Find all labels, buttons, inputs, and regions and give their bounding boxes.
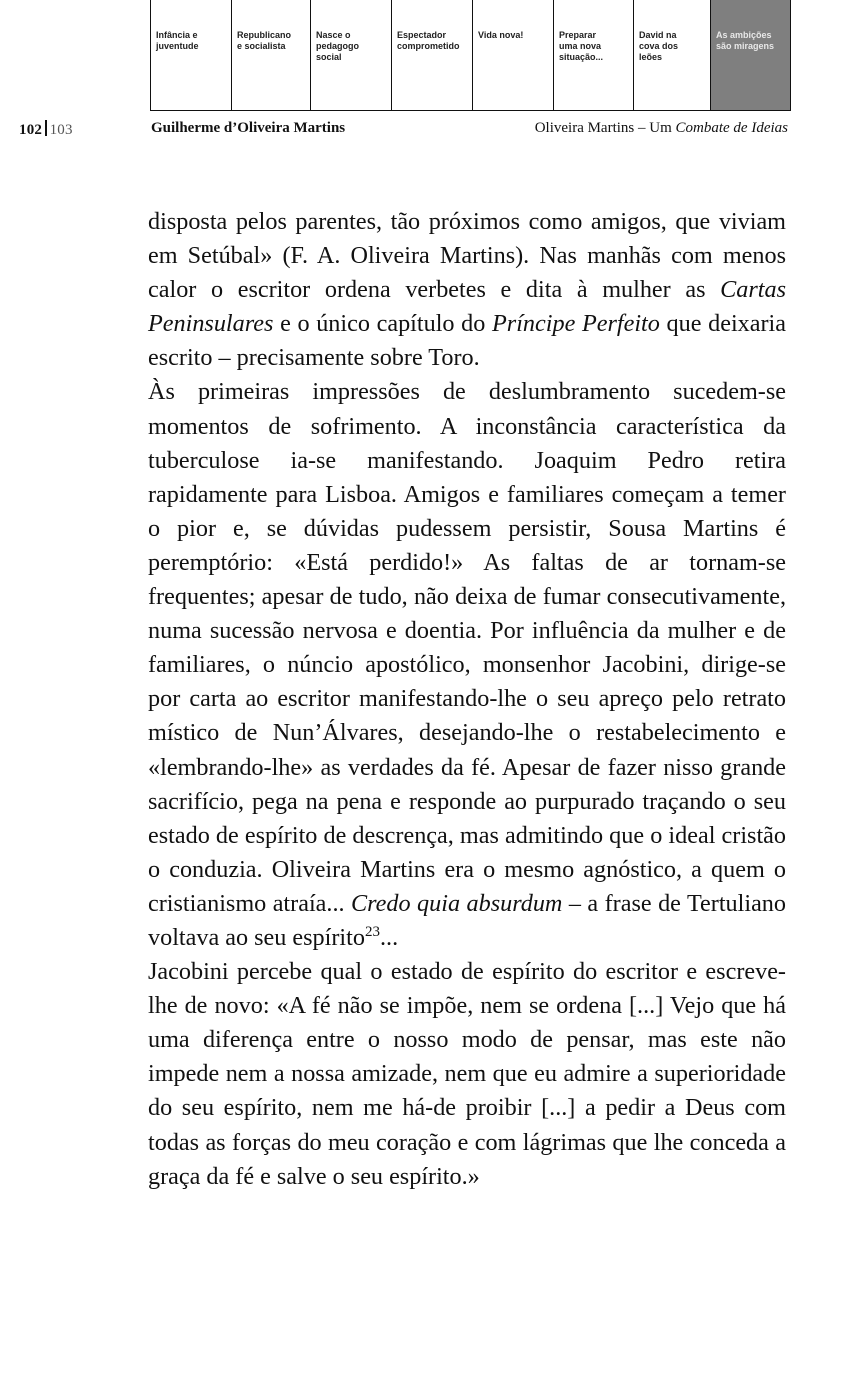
- body-text: [148, 205, 786, 1194]
- chapter-tab-label: David na cova dos leões: [639, 30, 679, 62]
- chapter-tab-pedagogo: [310, 0, 391, 110]
- chapter-tab-david: [633, 0, 710, 110]
- text-run: – a frase de Tertuliano voltava ao seu espírito: [148, 889, 786, 951]
- paragraph-2: [148, 375, 786, 955]
- book-title-prefix: Oliveira Martins – Um: [534, 120, 676, 136]
- text-run: disposta pelos parentes, tão próximos como amigos, que viviam em Setúbal» (F. A. Oliveira Martins). Nas manhãs com menos calor o escritor ordena verbetes e dita à mulher as: [148, 208, 786, 304]
- chapter-tabs: [150, 0, 791, 111]
- footnote-marker: 23: [364, 923, 380, 940]
- page-number-left: 102: [19, 122, 43, 138]
- running-header: [0, 118, 841, 144]
- chapter-tab-label: Republicano e socialista: [237, 30, 292, 51]
- chapter-tab-label: Infância e juventude: [156, 30, 199, 51]
- chapter-tab-espectador: [391, 0, 472, 110]
- chapter-tab-label: Preparar uma nova situação...: [559, 30, 604, 62]
- book-title: [535, 120, 788, 137]
- chapter-tab-label: As ambições são miragens: [716, 30, 775, 51]
- text-run: e o único capítulo do: [273, 310, 493, 338]
- chapter-tab-label: Vida nova!: [478, 30, 524, 40]
- text-run: Às primeiras impressões de deslumbramento sucedem-se momentos de sofrimento. A inconstância característica da tuberculose ia-se manifestando. Joaquim Pedro retira rapidamente para Lisboa. Amigos e familiares começam a temer o pior e, se dúvidas pudessem persistir, Sousa Martins é peremptório: «Está perdido!» As faltas de ar tornam-se frequentes; apesar de tudo, não deixa de fumar consecutivamente, numa sucessão nervosa e doentia. Por influência da mulher e de familiares, o núncio apostólico, monsenhor Jacobini, dirige-se por carta ao escritor manifestando-lhe o seu apreço pelo retrato místico de Nun’Álvares, desejando-lhe o restabelecimento e «lembrando-lhe» as verdades da fé. Apesar de fazer nisso grande sacrifício, pega na pena e responde ao purpurado traçando o seu estado de espírito de descrença, mas admitindo que o ideal cristão o conduzia. Oliveira Martins era o mesmo agnóstico, a quem o cristianismo atraía...: [148, 378, 786, 917]
- chapter-tab-ambicoes-active: [710, 0, 791, 110]
- chapter-tab-label: Nasce o pedagogo social: [316, 30, 359, 62]
- page-number-right: 103: [49, 122, 73, 138]
- chapter-tab-label: Espectador comprometido: [397, 30, 460, 51]
- paragraph-3: Jacobini percebe qual o estado de espírito do escritor e escreve-lhe de novo: «A fé não se impõe, nem se ordena [...] Vejo que há uma diferença entre o nosso modo de pensar, mas este não impede nem a nossa amizade, nem que eu admire a superioridade do seu espírito, nem me há-de proibir [...] a pedir a Deus com todas as forças do meu coração e com lágrimas que lhe conceda a graça da fé e salve o seu espírito.»: [148, 958, 786, 1190]
- text-run: ...: [379, 923, 399, 951]
- page-number-divider: [45, 120, 47, 136]
- chapter-tab-preparar: [553, 0, 633, 110]
- text-run: que deixaria escrito – precisamente sobre Toro.: [148, 310, 786, 372]
- italic-title: Príncipe Perfeito: [492, 310, 660, 338]
- chapter-tab-infancia: [150, 0, 231, 110]
- chapter-tab-republicano: [231, 0, 310, 110]
- book-title-italic: Combate de Ideias: [675, 120, 788, 136]
- author-name: Guilherme d’Oliveira Martins: [151, 120, 346, 136]
- latin-phrase: Credo quia absurdum: [351, 889, 563, 917]
- chapter-tab-vida-nova: [472, 0, 553, 110]
- paragraph-1: [148, 205, 786, 375]
- page-numbers: [19, 120, 73, 139]
- italic-title: Cartas Peninsulares: [148, 276, 786, 338]
